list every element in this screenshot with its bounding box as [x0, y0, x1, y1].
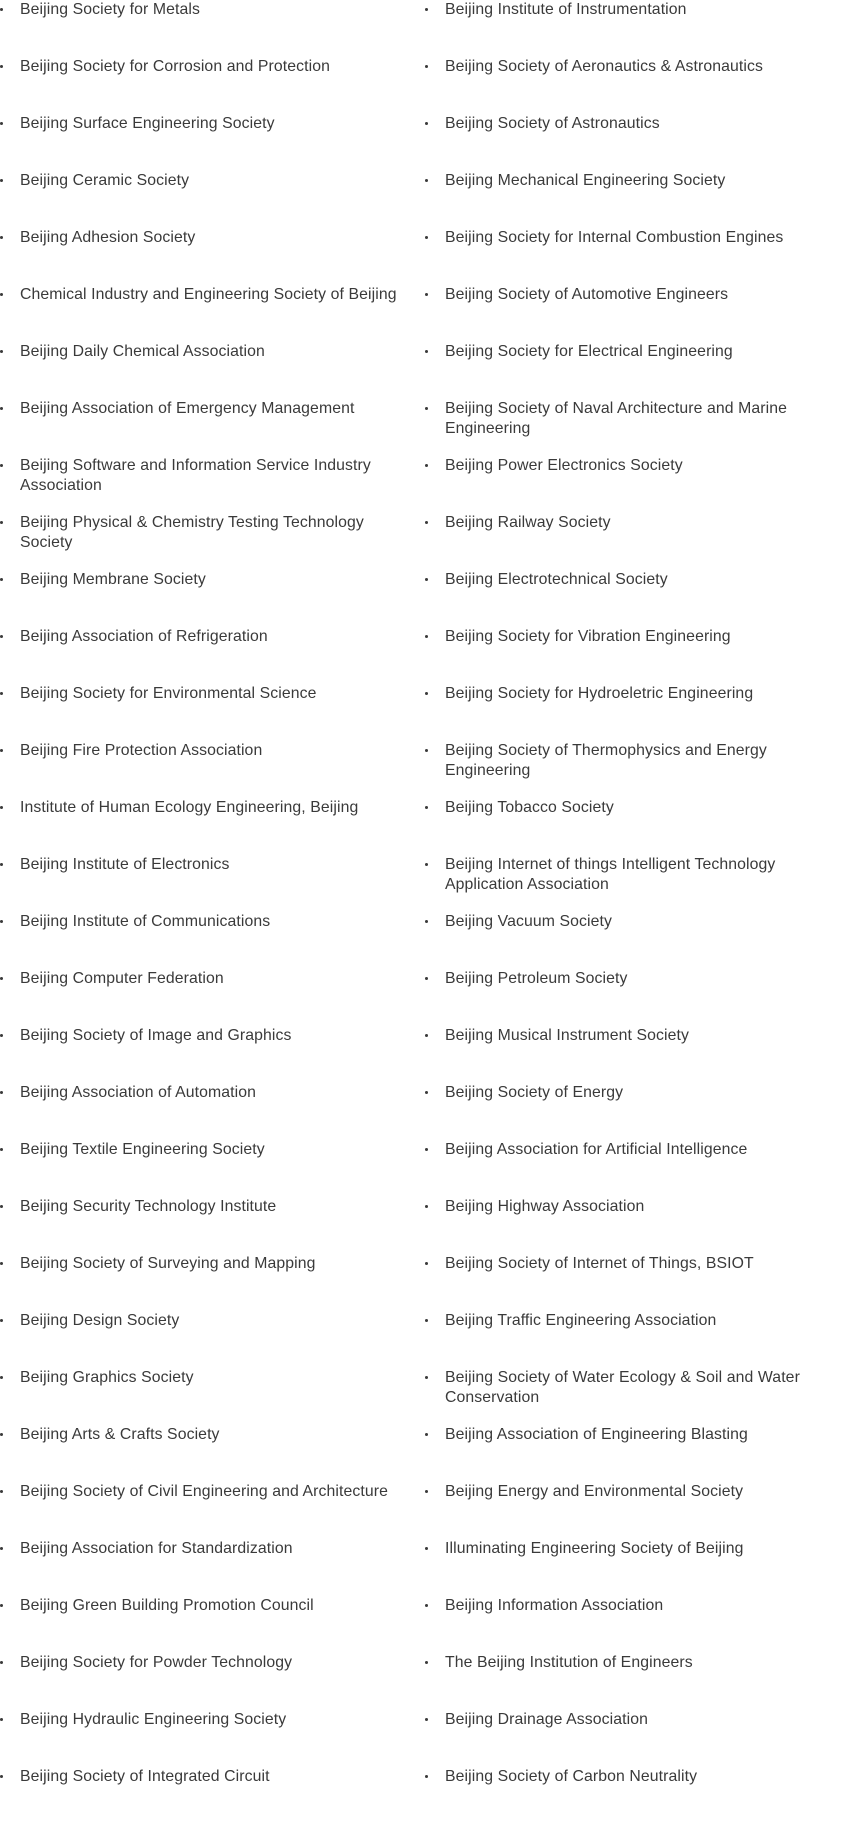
society-list-item-left: Beijing Society of Image and Graphics — [0, 1026, 425, 1083]
society-list-item-left: Beijing Fire Protection Association — [0, 741, 425, 798]
society-list-item-left: Beijing Physical & Chemistry Testing Technology Society — [0, 513, 425, 570]
society-list-item-left: Beijing Hydraulic Engineering Society — [0, 1710, 425, 1767]
society-list-item-right: Beijing Railway Society — [425, 513, 850, 570]
society-list-item-left: Beijing Textile Engineering Society — [0, 1140, 425, 1197]
society-list-item-right: Beijing Institute of Instrumentation — [425, 0, 850, 57]
society-list-item-right: Beijing Tobacco Society — [425, 798, 850, 855]
society-list-item-right: Beijing Vacuum Society — [425, 912, 850, 969]
society-list-item-right: Beijing Mechanical Engineering Society — [425, 171, 850, 228]
society-list-item-right: Beijing Information Association — [425, 1596, 850, 1653]
society-list-item-right: Illuminating Engineering Society of Beijing — [425, 1539, 850, 1596]
society-list-item-left: Beijing Association of Refrigeration — [0, 627, 425, 684]
society-list-item-right: Beijing Society of Automotive Engineers — [425, 285, 850, 342]
society-list-item-right: Beijing Internet of things Intelligent Technology Application Association — [425, 855, 850, 912]
society-list-item-right: Beijing Electrotechnical Society — [425, 570, 850, 627]
society-list-item-left: Beijing Software and Information Service Industry Association — [0, 456, 425, 513]
society-list-item-right: Beijing Society of Naval Architecture and Marine Engineering — [425, 399, 850, 456]
society-list-item-left: Beijing Membrane Society — [0, 570, 425, 627]
society-list-item-right: Beijing Drainage Association — [425, 1710, 850, 1767]
society-list-item-left: Beijing Graphics Society — [0, 1368, 425, 1425]
society-list-item-right: Beijing Society of Internet of Things, BSIOT — [425, 1254, 850, 1311]
society-list-item-left: Beijing Society of Surveying and Mapping — [0, 1254, 425, 1311]
society-list-item-left: Beijing Society for Corrosion and Protection — [0, 57, 425, 114]
society-list-item-right: Beijing Society of Energy — [425, 1083, 850, 1140]
society-list-item-right: Beijing Energy and Environmental Society — [425, 1482, 850, 1539]
society-list-item-left: Beijing Association for Standardization — [0, 1539, 425, 1596]
society-list-item-right: Beijing Society for Hydroeletric Engineering — [425, 684, 850, 741]
society-list-item-right: The Beijing Institution of Engineers — [425, 1653, 850, 1710]
society-list-item-right: Beijing Society of Astronautics — [425, 114, 850, 171]
society-list-item-left: Beijing Institute of Electronics — [0, 855, 425, 912]
society-list-item-left: Beijing Society for Environmental Science — [0, 684, 425, 741]
society-list-item-right: Beijing Association for Artificial Intelligence — [425, 1140, 850, 1197]
society-list-item-right: Beijing Society for Vibration Engineering — [425, 627, 850, 684]
society-list-item-left: Beijing Green Building Promotion Council — [0, 1596, 425, 1653]
society-list-item-right: Beijing Society of Aeronautics & Astronautics — [425, 57, 850, 114]
society-list-item-right: Beijing Musical Instrument Society — [425, 1026, 850, 1083]
society-list-item-right: Beijing Society of Water Ecology & Soil and Water Conservation — [425, 1368, 850, 1425]
society-list-item-left: Beijing Computer Federation — [0, 969, 425, 1026]
society-list-item-left: Beijing Security Technology Institute — [0, 1197, 425, 1254]
society-list-item-right: Beijing Traffic Engineering Association — [425, 1311, 850, 1368]
society-list-item-left: Beijing Association of Automation — [0, 1083, 425, 1140]
society-list-item-right: Beijing Association of Engineering Blasting — [425, 1425, 850, 1482]
society-list-item-left: Beijing Society of Integrated Circuit — [0, 1767, 425, 1824]
society-list-item-left: Beijing Daily Chemical Association — [0, 342, 425, 399]
society-list-item-left: Beijing Society for Powder Technology — [0, 1653, 425, 1710]
society-list-item-left: Beijing Society of Civil Engineering and Architecture — [0, 1482, 425, 1539]
society-list-item-left: Institute of Human Ecology Engineering, Beijing — [0, 798, 425, 855]
society-list-item-left: Beijing Adhesion Society — [0, 228, 425, 285]
society-list-item-right: Beijing Power Electronics Society — [425, 456, 850, 513]
society-list-item-left: Beijing Institute of Communications — [0, 912, 425, 969]
society-list-item-left: Beijing Surface Engineering Society — [0, 114, 425, 171]
society-list-item-left: Beijing Association of Emergency Management — [0, 399, 425, 456]
society-list-item-right: Beijing Society of Carbon Neutrality — [425, 1767, 850, 1824]
society-list-item-right: Beijing Highway Association — [425, 1197, 850, 1254]
society-list-item-right: Beijing Society of Thermophysics and Energy Engineering — [425, 741, 850, 798]
society-list-item-left: Chemical Industry and Engineering Society of Beijing — [0, 285, 425, 342]
society-list-item-left: Beijing Arts & Crafts Society — [0, 1425, 425, 1482]
society-list-item-left: Beijing Ceramic Society — [0, 171, 425, 228]
society-list-item-right: Beijing Society for Electrical Engineering — [425, 342, 850, 399]
society-list-item-left: Beijing Design Society — [0, 1311, 425, 1368]
society-list-item-right: Beijing Petroleum Society — [425, 969, 850, 1026]
society-list-item-left: Beijing Society for Metals — [0, 0, 425, 57]
society-list-item-right: Beijing Society for Internal Combustion Engines — [425, 228, 850, 285]
